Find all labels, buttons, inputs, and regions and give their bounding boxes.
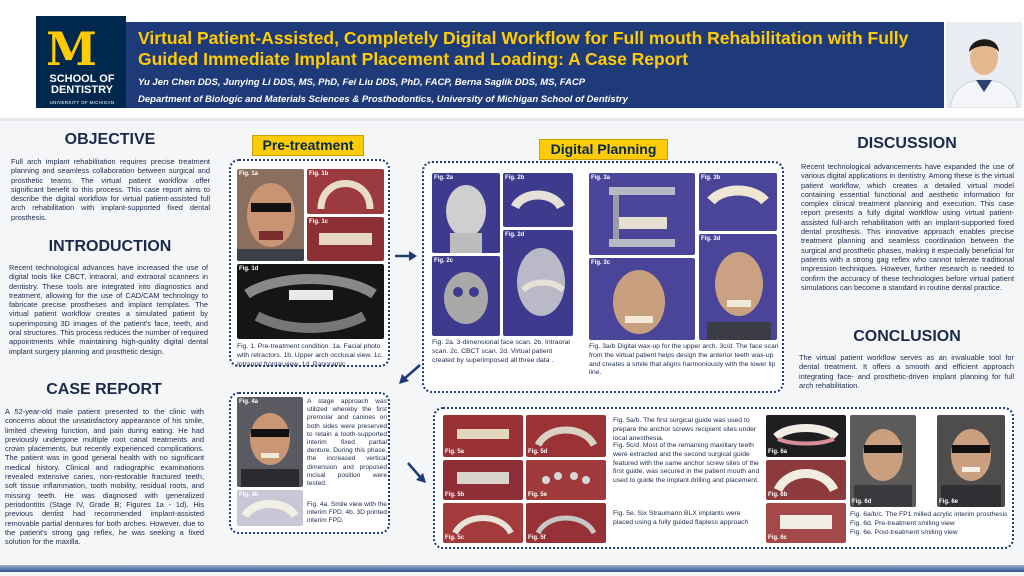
fig-2b-intraoral-scan (503, 173, 573, 227)
fig-5cd-text: Fig. 5c/d. Most of the remaining maxillary teeth were extracted and the second surgical guide featured with the same anchor screw sites of the first guide, was secured in the patient mouth and used to guide the implant drilling and placement. (613, 442, 760, 485)
introduction-heading: INTRODUCTION (48, 238, 172, 255)
fig-5c (443, 503, 523, 543)
facial-photo-image (237, 169, 304, 261)
fig-1b-upper-arch (307, 169, 384, 214)
fig-5e-text: Fig. 5e. Six Straumann BLX implants were placed using a fully guided flapless approach (613, 510, 749, 526)
conclusion-heading: CONCLUSION (853, 328, 961, 345)
smile-view-image (237, 397, 303, 487)
poster-body (0, 121, 1024, 561)
umich-dentistry-logo (36, 16, 126, 108)
fig-5c-label: Fig. 5c (445, 535, 465, 541)
fig-4a-smile-view (237, 397, 303, 487)
pretreatment-panel (229, 159, 390, 367)
fig-5b (443, 460, 523, 500)
smile-design-image (699, 234, 777, 340)
fig-5ab-text: Fig. 5a/b. The first surgical guide was used to prepare the anchor screws recipient sites under local anesthesia. (613, 417, 757, 442)
arrow-down-left-icon (396, 363, 422, 385)
fig-3a-label: Fig. 3a (591, 175, 611, 181)
fig-1c-intraoral-frontal (307, 217, 384, 261)
fig-5d (526, 415, 606, 457)
fig-1c-label: Fig. 1c (309, 219, 329, 225)
fig-4-caption: Fig. 4a. Smile view with the interim FPD. 4b. 3D printed interim FPD. (307, 501, 387, 525)
discussion-heading: DISCUSSION (857, 135, 957, 152)
fig-3d-smile-design (699, 234, 777, 340)
intraoral-scan-image (503, 173, 573, 227)
fig-3c-face-scan-design (589, 258, 695, 340)
objective-text: Full arch implant rehabilitation requires precise treatment planning and seamless collaboration between surgical and prosthetic teams. The virtual patient workflow offer significant benefit to this process. This case report aims to describe the digital workflow for virtual patient-assisted full arch rehabilitation with implant-supported fixed dental prosthesis. (11, 157, 210, 222)
fig-5e-label: Fig. 5e (528, 492, 548, 498)
fig-6b-label: Fig. 6b (768, 492, 788, 498)
upper-waxup-image (699, 173, 777, 231)
fig-1b-label: Fig. 1b (309, 171, 329, 177)
arrow-down-right-icon (406, 461, 428, 485)
fig-3b-label: Fig. 3b (701, 175, 721, 181)
fig-2-caption: Fig. 2a. 3-dimensional face scan. 2b. Intraoral scan. 2c. CBCT scan. 2d. Virtual patient created by superimposed all three data . (432, 339, 570, 364)
fig-1a-label: Fig. 1a (239, 171, 259, 177)
virtual-patient-image (503, 230, 573, 336)
pretreatment-badge: Pre-treatment (252, 135, 364, 156)
cbct-scan-image (432, 256, 500, 336)
case-report-text: A 52-year-old male patient presented to the clinic with concerns about the unsatisfactory appearance of his smile, limited chewing function, and pain during eating. He had previously undergone multiple root canal treatments and crown placements, but recently experienced complications. The patient was in good general health with no significant medical history. Clinical and radiographic examinations revealed extensive caries, non-restorable fractured teeth, soft tissue inflammation, tooth mobility, residual roots, and missing teeth. He was diagnosed with generalized periodontitis (Stage IV, Grade B; Figures 1a - 1d). His previous dentist had recommended implant-assisted removable partial dentures for both arches. However, due to the patient's strong gag reflex, he was seeking a fixed solution for the maxilla. (5, 407, 204, 547)
fig-2a-face-scan (432, 173, 500, 253)
fig-6c (766, 503, 846, 543)
fig-6e-post-smile (937, 415, 1005, 507)
fig-3c-label: Fig. 3c (591, 260, 611, 266)
fig-6d-pre-smile (850, 415, 916, 507)
fig-2b-label: Fig. 2b (505, 175, 525, 181)
authors-line: Yu Jen Chen DDS, Junying Li DDS, MS, PhD, Fei Liu DDS, PhD, FACP, Berna Saglik DDS, MS, FACP (138, 77, 586, 88)
portrait-image (946, 22, 1022, 108)
digital-planning-badge: Digital Planning (539, 139, 668, 160)
block-m-logo: M (46, 22, 95, 76)
department-line: Department of Biologic and Materials Sciences & Prosthodontics, University of Michigan School of Dentistry (138, 94, 628, 105)
discussion-text: Recent technological advancements have expanded the use of various digital applications in dentistry. Among these is the virtual patient workflow, which creates a detailed virtual model containing essential functional and aesthetic information for complex clinical treatment planning and execution. This case report presents a fully digital workflow using virtual patient-assisted full-arch rehabilitation with an implant-supported fixed dental prosthesis. This innovative approach enables precise treatment planning and seamless coordination between the surgical and prosthetic phases, making it especially beneficial for patients with a strong gag reflex who cannot tolerate traditional impression techniques. However, further research is needed to confirm the accuracy of these technologies before virtual patient simulations can become a standard in routine dental practice. (801, 162, 1014, 292)
digital-planning-panel (422, 161, 784, 393)
panoramic-xray-image (237, 264, 384, 339)
fig-6c-label: Fig. 6c (768, 535, 788, 541)
fig-4a-label: Fig. 4a (239, 399, 259, 405)
fig-6-caption-3: Fig. 6e. Post-treatment smiling view (850, 529, 958, 536)
arrow-right-icon (394, 249, 418, 263)
footer-stripe (0, 565, 1024, 572)
poster-title: Virtual Patient-Assisted, Completely Digital Workflow for Full mouth Rehabilitation with Fully Guided Immediate Implant Placement and Loading: A Case Report (138, 28, 909, 69)
fig-6-caption-1: Fig. 6a/b/c. The FP1 milled acrylic interim prosthesis (850, 511, 1008, 518)
fig-6e-image (937, 415, 1005, 507)
face-scan-image (432, 173, 500, 253)
fig-1-caption: Fig. 1. Pre-treatment condition. 1a. Facial photo with retractors. 1b. Upper arch occlusal view. 1c. Intraoral frontal view. 1d. Panoramic (237, 343, 383, 368)
poster-header (0, 0, 1024, 118)
fig-3-caption: Fig. 3a/b Digital wax-up for the upper arch. 3c/d. The face scan from the virtual patient helps design the anterior teeth wax-up and creates a smile that aligns harmoniously with the lower lip line. (589, 343, 779, 377)
fig-2d-label: Fig. 2d (505, 232, 525, 238)
fig-4b-label: Fig. 4b (239, 492, 259, 498)
articulator-image (589, 173, 695, 255)
fig-6-caption-2: Fig. 6d. Pre-treatment smiling view (850, 520, 955, 527)
fig-2c-label: Fig. 2c (434, 258, 454, 264)
fig-3b-upper-waxup (699, 173, 777, 231)
author-portrait (946, 22, 1022, 108)
logo-university-name: UNIVERSITY OF MICHIGAN (49, 100, 115, 105)
interim-panel (229, 392, 390, 534)
fig-1a-facial-photo (237, 169, 304, 261)
fig-5b-label: Fig. 5b (445, 492, 465, 498)
fig-6b (766, 460, 846, 500)
fig-1d-label: Fig. 1d (239, 266, 259, 272)
conclusion-text: The virtual patient workflow serves as an invaluable tool for dental treatment. It offers a smooth and efficient approach integrating face- and prosthetic-driven implant planning for full arch rehabilitation. (799, 353, 1014, 390)
fig-2a-label: Fig. 2a (434, 175, 454, 181)
fig-6a (766, 415, 846, 457)
title-band (126, 22, 944, 108)
fig-6d-label: Fig. 6d (852, 499, 872, 505)
fig-3d-label: Fig. 3d (701, 236, 721, 242)
case-report-heading: CASE REPORT (46, 381, 162, 398)
fig-5f (526, 503, 606, 543)
face-design-image (589, 258, 695, 340)
fig-1d-panoramic (237, 264, 384, 339)
fig-6a-label: Fig. 6a (768, 449, 788, 455)
interim-text: A stage approach was utilized whereby the first premolar and canines on both sides were preserved to retain a tooth-supported interim fixed partial denture. During this phase, the increased vertical dimension and proposed incisal position were tested. (307, 398, 387, 488)
fig-6e-label: Fig. 6e (939, 499, 959, 505)
introduction-text: Recent technological advances have increased the use of digital tools like CBCT, intraoral, and extraoral scanners in dentistry. These tools are integrated into diagnostics and treatment, allowing for the use of CAD/CAM technology to fabricate precise prostheses and implant templates. The virtual patient workflow creates a simulated patient by superimposing 3D images of the patient's face, teeth, and oral structures. This process reduces the number of required appointments while maintaining high-quality digital dental implant surgery planning and prosthetic design. (9, 263, 208, 356)
fig-4b-printed-fpd (237, 490, 303, 526)
objective-heading: OBJECTIVE (64, 131, 156, 148)
fig-5a-label: Fig. 5a (445, 449, 465, 455)
fig-5f-label: Fig. 5f (528, 535, 546, 541)
fig-2c-cbct-scan (432, 256, 500, 336)
fig-2d-virtual-patient (503, 230, 573, 336)
fig-3a-digital-waxup (589, 173, 695, 255)
fig-6d-image (850, 415, 916, 507)
logo-school-name: SCHOOL OF DENTISTRY (49, 73, 115, 96)
fig-5d-label: Fig. 5d (528, 449, 548, 455)
footer-bar (0, 561, 1024, 576)
fig-5a (443, 415, 523, 457)
surgery-panel (433, 407, 1014, 549)
fig-5e (526, 460, 606, 500)
